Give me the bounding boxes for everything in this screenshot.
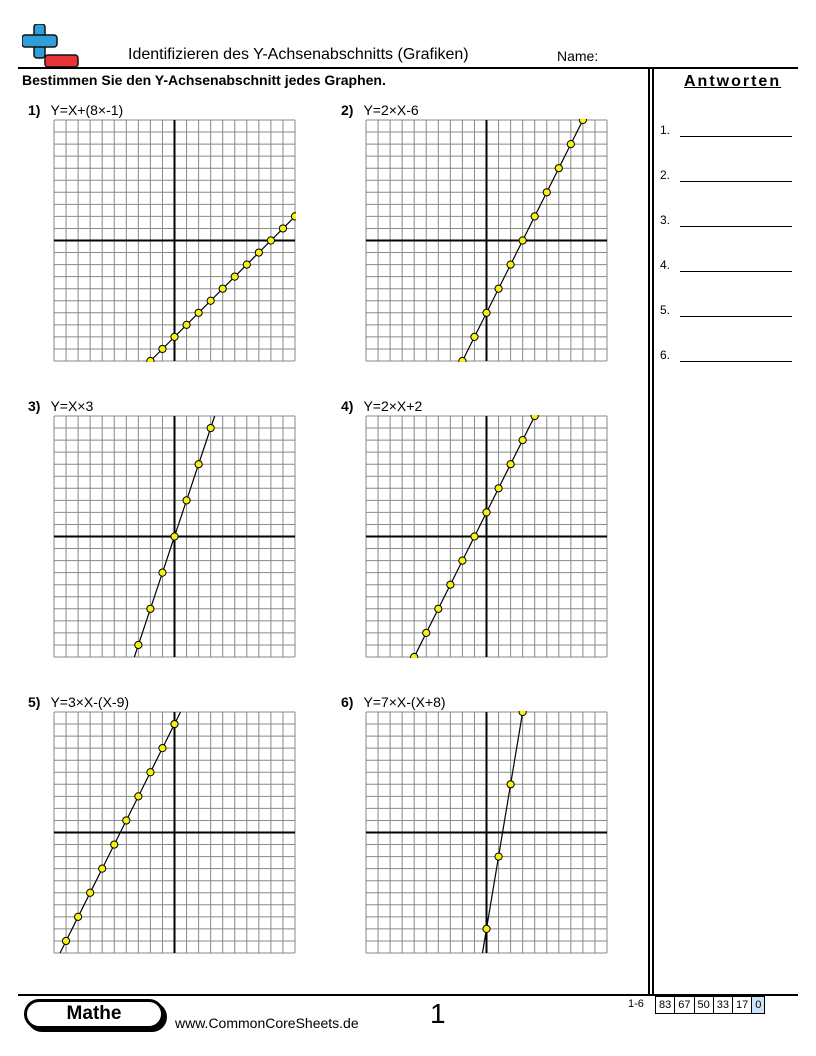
data-point xyxy=(267,237,274,244)
data-point xyxy=(519,237,526,244)
data-point xyxy=(123,817,130,824)
data-point xyxy=(507,781,514,788)
problem-number: 1) xyxy=(28,102,41,118)
data-point xyxy=(495,853,502,860)
problem-equation: Y=2×X+2 xyxy=(363,398,423,414)
data-point xyxy=(243,261,250,268)
score-cell: 67 xyxy=(674,996,694,1014)
problem-4-label xyxy=(341,398,422,414)
data-point xyxy=(423,629,430,636)
data-point xyxy=(531,213,538,220)
name-label: Name: xyxy=(557,48,599,64)
data-point xyxy=(483,309,490,316)
problem-5-label xyxy=(28,694,129,710)
answer-blank[interactable] xyxy=(680,361,792,362)
graph-5 xyxy=(53,711,296,954)
data-point xyxy=(471,333,478,340)
answer-line-5[interactable] xyxy=(660,303,800,323)
data-point xyxy=(495,285,502,292)
data-point xyxy=(75,913,82,920)
score-cell: 50 xyxy=(694,996,714,1014)
answer-line-1[interactable] xyxy=(660,123,800,143)
answers-heading: Antworten xyxy=(684,73,782,90)
data-point xyxy=(99,865,106,872)
data-point xyxy=(231,273,238,280)
graph-2 xyxy=(365,119,608,362)
problem-number: 2) xyxy=(341,102,354,118)
answer-line-6[interactable] xyxy=(660,348,800,368)
answer-blank[interactable] xyxy=(680,271,792,272)
data-point xyxy=(111,841,118,848)
problem-3-label xyxy=(28,398,93,414)
data-point xyxy=(183,321,190,328)
data-point xyxy=(87,889,94,896)
data-point xyxy=(207,424,214,431)
graph-6 xyxy=(365,711,608,954)
problem-1-label xyxy=(28,102,123,118)
worksheet-title: Identifizieren des Y-Achsenabschnitts (Grafiken) xyxy=(128,46,469,63)
score-cell: 83 xyxy=(655,996,675,1014)
data-point xyxy=(171,533,178,540)
data-point xyxy=(62,937,69,944)
data-point xyxy=(507,261,514,268)
data-point xyxy=(531,415,538,420)
answer-number: 2. xyxy=(660,168,671,182)
answer-number: 5. xyxy=(660,303,671,317)
problem-number: 3) xyxy=(28,398,41,414)
problem-2-label xyxy=(341,102,419,118)
answer-line-4[interactable] xyxy=(660,258,800,278)
score-table xyxy=(656,996,765,1014)
data-point xyxy=(291,213,296,220)
problem-equation: Y=7×X-(X+8) xyxy=(363,694,446,710)
problem-number: 5) xyxy=(28,694,41,710)
answer-number: 6. xyxy=(660,348,671,362)
data-point xyxy=(147,769,154,776)
instructions: Bestimmen Sie den Y-Achsenabschnitt jedes Graphen. xyxy=(22,72,386,88)
data-point xyxy=(183,497,190,504)
data-point xyxy=(135,641,142,648)
problem-6-label xyxy=(341,694,446,710)
header-divider xyxy=(18,67,798,69)
data-point xyxy=(147,357,154,362)
score-cell: 33 xyxy=(713,996,733,1014)
problem-number: 6) xyxy=(341,694,354,710)
answer-column-divider xyxy=(648,67,650,995)
answer-number: 1. xyxy=(660,123,671,137)
data-point xyxy=(159,745,166,752)
answer-line-3[interactable] xyxy=(660,213,800,233)
data-point xyxy=(483,509,490,516)
answer-number: 4. xyxy=(660,258,671,272)
answer-blank[interactable] xyxy=(680,181,792,182)
data-point xyxy=(195,309,202,316)
data-point xyxy=(171,720,178,727)
score-cell: 0 xyxy=(751,996,765,1014)
plus-minus-icon xyxy=(22,24,80,68)
answer-blank[interactable] xyxy=(680,136,792,137)
data-point xyxy=(159,569,166,576)
answer-column-divider-inner xyxy=(652,67,654,995)
data-point xyxy=(519,711,526,716)
data-point xyxy=(495,485,502,492)
data-point xyxy=(159,345,166,352)
data-point xyxy=(519,437,526,444)
score-range: 1-6 xyxy=(628,998,644,1010)
data-point xyxy=(255,249,262,256)
data-point xyxy=(555,165,562,172)
data-point xyxy=(411,653,418,658)
data-point xyxy=(471,533,478,540)
data-point xyxy=(219,285,226,292)
data-point xyxy=(459,557,466,564)
problem-number: 4) xyxy=(341,398,354,414)
data-point xyxy=(195,461,202,468)
site-url: www.CommonCoreSheets.de xyxy=(175,1015,359,1031)
answer-blank[interactable] xyxy=(680,316,792,317)
data-point xyxy=(543,189,550,196)
data-point xyxy=(447,581,454,588)
data-point xyxy=(435,605,442,612)
subject-badge: Mathe xyxy=(24,999,164,1029)
graph-4 xyxy=(365,415,608,658)
data-point xyxy=(147,605,154,612)
data-point xyxy=(207,297,214,304)
problem-equation: Y=2×X-6 xyxy=(363,102,419,118)
graph-1 xyxy=(53,119,296,362)
data-point xyxy=(171,333,178,340)
data-point xyxy=(459,357,466,362)
graph-3 xyxy=(53,415,296,658)
data-point xyxy=(483,925,490,932)
problem-equation: Y=3×X-(X-9) xyxy=(50,694,130,710)
data-point xyxy=(135,793,142,800)
problem-equation: Y=X+(8×-1) xyxy=(50,102,124,118)
data-point xyxy=(567,141,574,148)
page-number: 1 xyxy=(430,998,446,1029)
data-point xyxy=(279,225,286,232)
data-point xyxy=(507,461,514,468)
data-point xyxy=(579,119,586,124)
score-cell: 17 xyxy=(732,996,752,1014)
answer-blank[interactable] xyxy=(680,226,792,227)
answer-line-2[interactable] xyxy=(660,168,800,188)
answer-number: 3. xyxy=(660,213,671,227)
problem-equation: Y=X×3 xyxy=(50,398,94,414)
